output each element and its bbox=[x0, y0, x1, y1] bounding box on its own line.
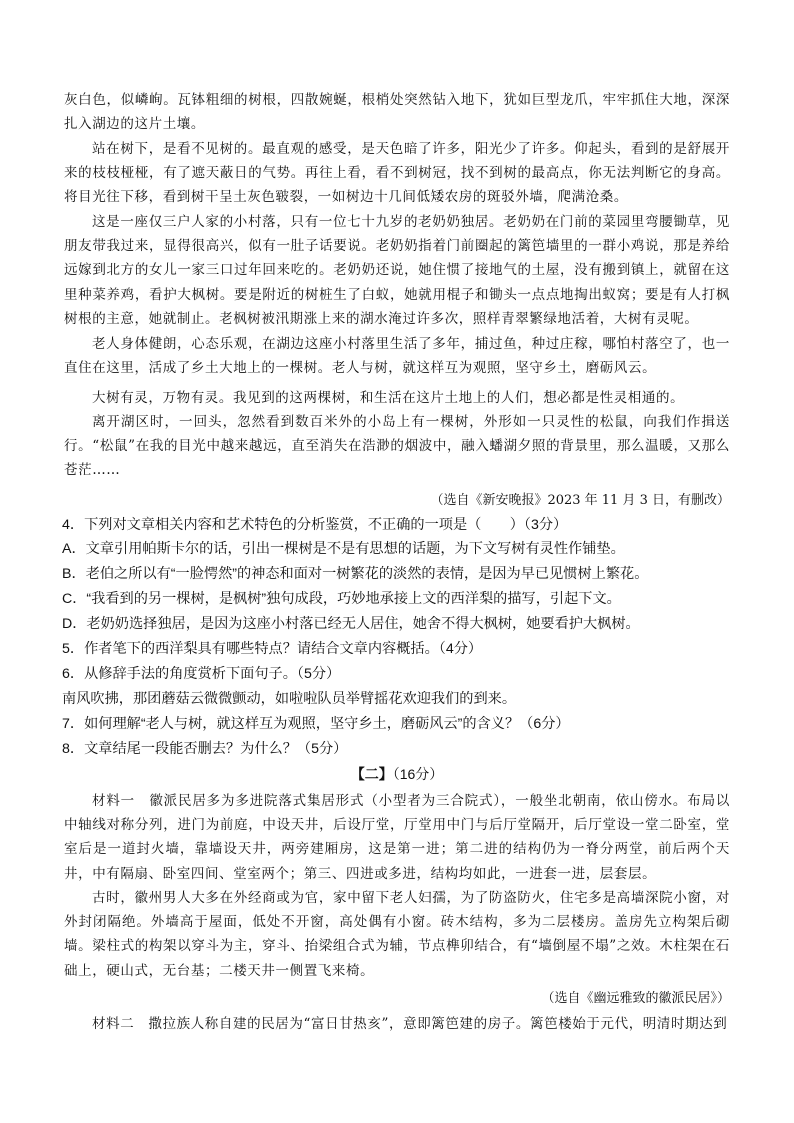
question-4-option-d: D．老奶奶选择独居，是因为这座小村落已经无人居住，她舍不得大枫树，她要看护大枫树。 bbox=[62, 616, 640, 632]
question-6-sentence: 南风吹拂，那团蘑菇云微微颤动，如啦啦队员举臂摇花欢迎我们的到来。 bbox=[62, 691, 517, 707]
passage-paragraph-0: 灰白色，似嶙峋。瓦钵粗细的树根，四散婉蜒，根梢处突然钻入地下，犹如巨型龙爪，牢牢抓住大地，深深扎入湖边的这片土壤。 bbox=[64, 92, 730, 133]
passage-paragraph-1: 站在树下，是看不见树的。最直观的感受，是天色暗了许多，阳光少了许多。仰起头，看到的是舒展开来的枝枝桠桠，有了遮天蔽日的气势。再往上看，看不到树冠，找不到树的最高点，你无法判断它的身高。将目光往下移，看到树干呈土灰色皲裂，一如树边十几间低矮农房的斑驳外墙，爬满沧桑。 bbox=[64, 141, 730, 206]
question-5: 5．作者笔下的西洋梨具有哪些特点？请结合文章内容概括。（4分） bbox=[62, 641, 483, 657]
question-7: 7．如何理解“老人与树，就这样互为观照，坚守乡土，磨砺风云”的含义？（6分） bbox=[62, 716, 570, 732]
section-title: 【二】 bbox=[350, 766, 393, 782]
question-4-option-c: C．“我看到的另一棵树，是枫树”独句成段，巧妙地承接上文的西洋梨的描写，引起下文。 bbox=[62, 591, 621, 607]
passage-paragraph-2: 这是一座仅三户人家的小村落，只有一位七十九岁的老奶奶独居。老奶奶在门前的菜园里弯腰锄草，见朋友带我过来，显得很高兴，似有一肚子话要说。老奶奶指着门前圈起的篱笆墙里的一群小鸡说，那是养给远嫁到北方的女儿一家三口过年回来吃的。老奶奶还说，她住惯了接地气的土屋，没有搬到镇上，就留在这里种菜养鸡，看护大枫树。要是附近的树桩生了白蚁，她就用棍子和锄头一点点地掏出蚁窝；要是有人打枫树根的主意，她就制止。老枫树被汛期涨上来的湖水淹过许多次，照样青翠繁绿地活着，大树有灵呢。 bbox=[64, 214, 730, 327]
section-score: （16分） bbox=[392, 766, 444, 782]
question-6: 6．从修辞手法的角度赏析下面句子。（5分） bbox=[62, 666, 341, 682]
passage-paragraph-3: 老人身体健朗，心态乐观，在湖边这座小村落里生活了多年，捕过鱼，种过庄稼，哪怕村落空了，也一直住在这里，活成了乡土大地上的一棵树。老人与树，就这样互为观照，坚守乡土，磨砺风云。 bbox=[64, 336, 730, 377]
material-1-paragraph-2: 古时，徽州男人大多在外经商或为官，家中留下老人妇孺，为了防盗防火，住宅多是高墙深院小窗，对外封闭隔绝。外墙高于屋面，低处不开窗，高处偶有小窗。砖木结构，多为二层楼房。盖房先立构架后砌墙。梁柱式的构架以穿斗为主，穿斗、抬梁组合式为辅，节点榫卯结合，有“墙倒屋不塌”之效。木柱架在石础上，硬山式，无台基；二楼天井一侧置飞来椅。 bbox=[64, 890, 730, 979]
passage-source: （选自《新安晚报》2023 年 11 月 3 日，有删改） bbox=[430, 493, 730, 508]
material-2-paragraph: 材料二 撒拉族人称自建的民居为“富日甘热亥”，意即篱笆建的房子。篱笆楼始于元代，明清时期达到 bbox=[92, 1016, 728, 1032]
material-1-source: （选自《幽远雅致的徽派民居》） bbox=[541, 991, 730, 1006]
question-4-option-b: B．老伯之所以有“一脸愕然”的神态和面对一树繁花的淡然的表情，是因为早已见惯树上繁花。 bbox=[62, 566, 649, 582]
passage-paragraph-4: 大树有灵，万物有灵。我见到的这两棵树，和生活在这片土地上的人们，想必都是性灵相通的。 bbox=[92, 390, 685, 406]
passage-paragraph-5: 离开湖区时，一回头，忽然看到数百米外的小岛上有一棵树，外形如一只灵性的松鼠，向我们作揖送行。“松鼠”在我的目光中越来越远，直至消失在浩渺的烟波中，融入蟠湖夕照的背景里，那么温暖，又那么苍茫…… bbox=[64, 414, 730, 479]
material-1-paragraph-1: 材料一 徽派民居多为多进院落式集居形式（小型者为三合院式），一般坐北朝南，依山傍水。布局以中轴线对称分列，进门为前庭，中设天井，后设厅堂，厅堂用中门与后厅堂隔开，后厅堂设一堂二卧室，堂室后是一道封火墙，靠墙设天井，两旁建厢房，这是第一进；第二进的结构仍为一脊分两堂，前后两个天井，中有隔扇、卧室四间、堂室两个；第三、四进或多进，结构均如此，一进套一进，层套层。 bbox=[64, 793, 730, 882]
question-8: 8．文章结尾一段能否删去？为什么？（5分） bbox=[62, 741, 348, 757]
question-4-option-a: A．文章引用帕斯卡尔的话，引出一棵树是不是有思想的话题，为下文写树有灵性作铺垫。 bbox=[62, 541, 625, 557]
section-heading bbox=[0, 763, 794, 785]
question-4: 4．下列对文章相关内容和艺术特色的分析鉴赏，不正确的一项是（ ）（3分） bbox=[62, 517, 568, 533]
